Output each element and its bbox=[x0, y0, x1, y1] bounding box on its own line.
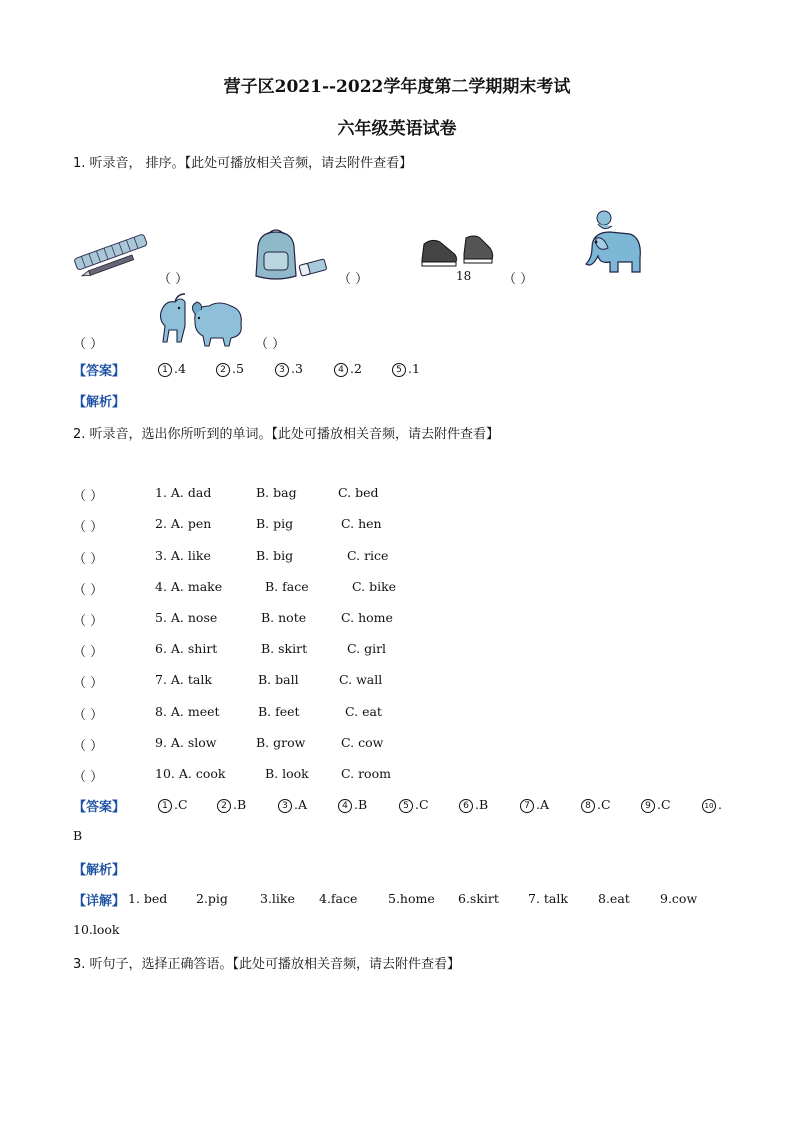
q2-item-7-c: C. wall bbox=[339, 672, 383, 687]
exam-subtitle: 六年级英语试卷 bbox=[337, 119, 457, 139]
q1-paren-1[interactable]: （ ） bbox=[158, 272, 189, 287]
q2-paren-1[interactable]: （ ） bbox=[73, 489, 104, 504]
goat-sheep-icon bbox=[155, 292, 245, 348]
q2-item-6-b: B. skirt bbox=[261, 641, 308, 656]
q2-answer-8: 8 .C bbox=[581, 797, 611, 813]
q2-item-1-b: B. bag bbox=[256, 485, 297, 500]
q2-item-10-c: C. room bbox=[341, 766, 391, 781]
q2-answer-3: 3 .A bbox=[278, 797, 307, 813]
q2-paren-8[interactable]: （ ） bbox=[73, 708, 104, 723]
q2-answer-10-number: 10 . bbox=[702, 797, 722, 813]
q2-paren-4[interactable]: （ ） bbox=[73, 583, 104, 598]
q2-answer-5: 5 .C bbox=[399, 797, 429, 813]
q3-stem: 3. 听句子，选择正确答语。【此处可播放相关音频，请去附件查看】 bbox=[73, 957, 461, 972]
q2-answer-2: 2 .B bbox=[217, 797, 246, 813]
q2-item-3-b: B. big bbox=[256, 548, 294, 563]
q2-item-4-c: C. bike bbox=[352, 579, 397, 594]
q2-item-1-c: C. bed bbox=[338, 485, 379, 500]
q2-item-3-c: C. rice bbox=[347, 548, 389, 563]
q1-analysis-tag: 【解析】 bbox=[73, 395, 126, 410]
q2-answer-tag: 【答案】 bbox=[73, 800, 126, 815]
q2-detail-6: 6.skirt bbox=[458, 891, 499, 906]
q2-detail-9: 9.cow bbox=[660, 891, 698, 906]
q1-paren-5[interactable]: （ ） bbox=[255, 337, 286, 352]
q2-detail-5: 5.home bbox=[388, 891, 435, 906]
q2-item-3-a: 3. A. like bbox=[155, 548, 211, 563]
q2-item-5-b: B. note bbox=[261, 610, 307, 625]
q2-detail-7: 7. talk bbox=[528, 891, 568, 906]
q2-detail-3: 3.like bbox=[260, 891, 295, 906]
q2-paren-5[interactable]: （ ） bbox=[73, 614, 104, 629]
q2-detail-tag: 【详解】 bbox=[73, 894, 126, 909]
q2-item-4-b: B. face bbox=[265, 579, 309, 594]
q2-detail-2: 2.pig bbox=[196, 891, 228, 906]
q2-detail-1: 1. bed bbox=[128, 891, 168, 906]
shoe-size-label: 18 bbox=[456, 269, 472, 283]
q1-paren-4[interactable]: （ ） bbox=[73, 337, 104, 352]
q2-paren-9[interactable]: （ ） bbox=[73, 739, 104, 754]
q1-answer-3: 3 .3 bbox=[275, 361, 303, 377]
exam-title: 营子区2021--2022学年度第二学期期末考试 bbox=[223, 77, 571, 97]
q1-paren-2[interactable]: （ ） bbox=[338, 272, 369, 287]
q2-item-9-c: C. cow bbox=[341, 735, 384, 750]
q1-answer-tag: 【答案】 bbox=[73, 364, 126, 379]
q2-item-2-a: 2. A. pen bbox=[155, 516, 212, 531]
q2-item-7-b: B. ball bbox=[258, 672, 299, 687]
q2-detail-8: 8.eat bbox=[598, 891, 630, 906]
q2-item-10-a: 10. A. cook bbox=[155, 766, 226, 781]
q2-item-8-a: 8. A. meet bbox=[155, 704, 220, 719]
q2-item-8-b: B. feet bbox=[258, 704, 300, 719]
q2-paren-3[interactable]: （ ） bbox=[73, 552, 104, 567]
q2-answer-1: 1 .C bbox=[158, 797, 188, 813]
q1-answer-2: 2 .5 bbox=[216, 361, 244, 377]
q2-analysis-tag: 【解析】 bbox=[73, 863, 126, 878]
q2-paren-7[interactable]: （ ） bbox=[73, 676, 104, 691]
q2-answer-7: 7 .A bbox=[520, 797, 549, 813]
q2-item-6-a: 6. A. shirt bbox=[155, 641, 218, 656]
q2-item-2-c: C. hen bbox=[341, 516, 382, 531]
q2-answer-9: 9 .C bbox=[641, 797, 671, 813]
q2-answer-4: 4 .B bbox=[338, 797, 367, 813]
q2-detail-4: 4.face bbox=[319, 891, 358, 906]
q1-answer-1: 1 .4 bbox=[158, 361, 186, 377]
q2-stem: 2. 听录音，选出你所听到的单词。【此处可播放相关音频，请去附件查看】 bbox=[73, 427, 500, 442]
q2-answer-10: B bbox=[73, 828, 83, 843]
q2-paren-10[interactable]: （ ） bbox=[73, 770, 104, 785]
shoes-icon bbox=[418, 232, 496, 272]
q1-paren-3[interactable]: （ ） bbox=[503, 272, 534, 287]
elephant-icon bbox=[582, 208, 644, 280]
q2-item-7-a: 7. A. talk bbox=[155, 672, 212, 687]
q2-item-9-b: B. grow bbox=[256, 735, 306, 750]
q2-item-2-b: B. pig bbox=[256, 516, 294, 531]
q2-item-4-a: 4. A. make bbox=[155, 579, 223, 594]
q2-item-8-c: C. eat bbox=[345, 704, 382, 719]
q1-answer-5: 5 .1 bbox=[392, 361, 420, 377]
q2-item-9-a: 9. A. slow bbox=[155, 735, 217, 750]
q2-item-10-b: B. look bbox=[265, 766, 309, 781]
q2-paren-2[interactable]: （ ） bbox=[73, 520, 104, 535]
q2-item-1-a: 1. A. dad bbox=[155, 485, 212, 500]
q2-paren-6[interactable]: （ ） bbox=[73, 645, 104, 660]
q2-item-5-c: C. home bbox=[341, 610, 393, 625]
q1-answer-4: 4 .2 bbox=[334, 361, 362, 377]
q2-item-5-a: 5. A. nose bbox=[155, 610, 218, 625]
q2-answer-6: 6 .B bbox=[459, 797, 488, 813]
q1-stem: 1. 听录音， 排序。【此处可播放相关音频，请去附件查看】 bbox=[73, 156, 413, 171]
schoolbag-icon bbox=[248, 226, 330, 284]
q2-item-6-c: C. girl bbox=[347, 641, 387, 656]
pencil-case-icon bbox=[70, 228, 152, 278]
q2-detail-10: 10.look bbox=[73, 922, 120, 937]
